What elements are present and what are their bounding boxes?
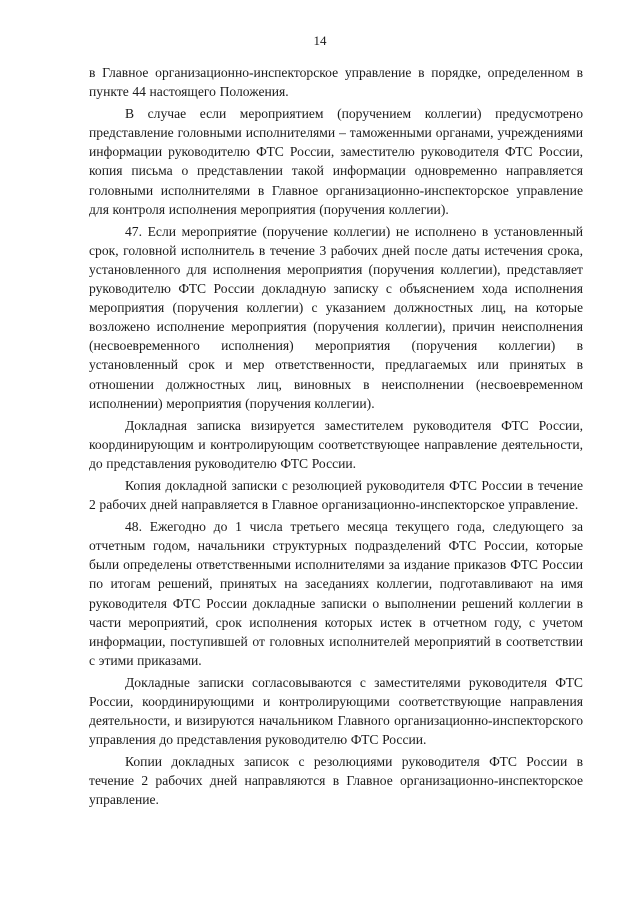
paragraph-item-48: 48. Ежегодно до 1 числа третьего месяца текущего года, следующего за отчетным годом, начальники структурных подразделений ФТС России, которые были определены ответственными исполнителями за издание приказов ФТС России по итогам решений, принятых на заседаниях коллегии, подготавливают на имя руководителя ФТС России докладные записки о выполнении решений коллегии в части мероприятий, срок исполнения которых истек в отчетном году, с учетом информации, поступившей от головных исполнителей мероприятий в соответствии с этими приказами. — [89, 519, 583, 668]
page-number: 14 — [313, 33, 327, 48]
paragraph-item-47: 47. Если мероприятие (поручение коллегии) не исполнено в установленный срок, головной исполнитель в течение 3 рабочих дней после даты истечения срока, установленного для исполнения мероприятия (поручения коллегии), представляет руководителю ФТС России докладную записку с объяснением хода исполнения мероприятия (поручения коллегии) с указанием должностных лиц, на которые возложено исполнение мероприятия (поручения коллегии), причин неисполнения (несвоевременного исполнения) мероприятия (поручения коллегии) в установленный срок и мер ответственности, предлагаемых или принятых в отношении должностных лиц, виновных в неисполнении (несвоевременном исполнении) мероприятия (поручения коллегии). — [89, 223, 583, 411]
paragraph-information-copy: В случае если мероприятием (поручением коллегии) предусмотрено представление головными исполнителями – таможенными органами, учреждениями информации руководителю ФТС России, заместителю руководителя ФТС России, копия письма о представлении такой информации одновременно направляется головными исполнителями в Главное организационно-инспекторское управление для контроля исполнения мероприятия (поручения коллегии). — [89, 106, 583, 217]
paragraph-memos-approval: Докладные записки согласовываются с заместителями руководителя ФТС России, координирующими и контролирующими соответствующие направления деятельности, и визируются начальником Главного организационно-инспекторского управления до представления руководителю ФТС России. — [89, 674, 583, 748]
paragraph-memo-endorsement: Докладная записка визируется заместителем руководителя ФТС России, координирующим и контролирующим соответствующее направление деятельности, до представления руководителю ФТС России. — [89, 417, 583, 471]
document-body — [89, 63, 583, 810]
paragraph-memos-copies: Копии докладных записок с резолюциями руководителя ФТС России в течение 2 рабочих дней направляются в Главное организационно-инспекторское управление. — [89, 754, 583, 808]
paragraph-memo-copy: Копия докладной записки с резолюцией руководителя ФТС России в течение 2 рабочих дней направляется в Главное организационно-инспекторское управление. — [89, 477, 583, 513]
paragraph-continuation: в Главное организационно-инспекторское управление в порядке, определенном в пункте 44 настоящего Положения. — [89, 65, 583, 100]
